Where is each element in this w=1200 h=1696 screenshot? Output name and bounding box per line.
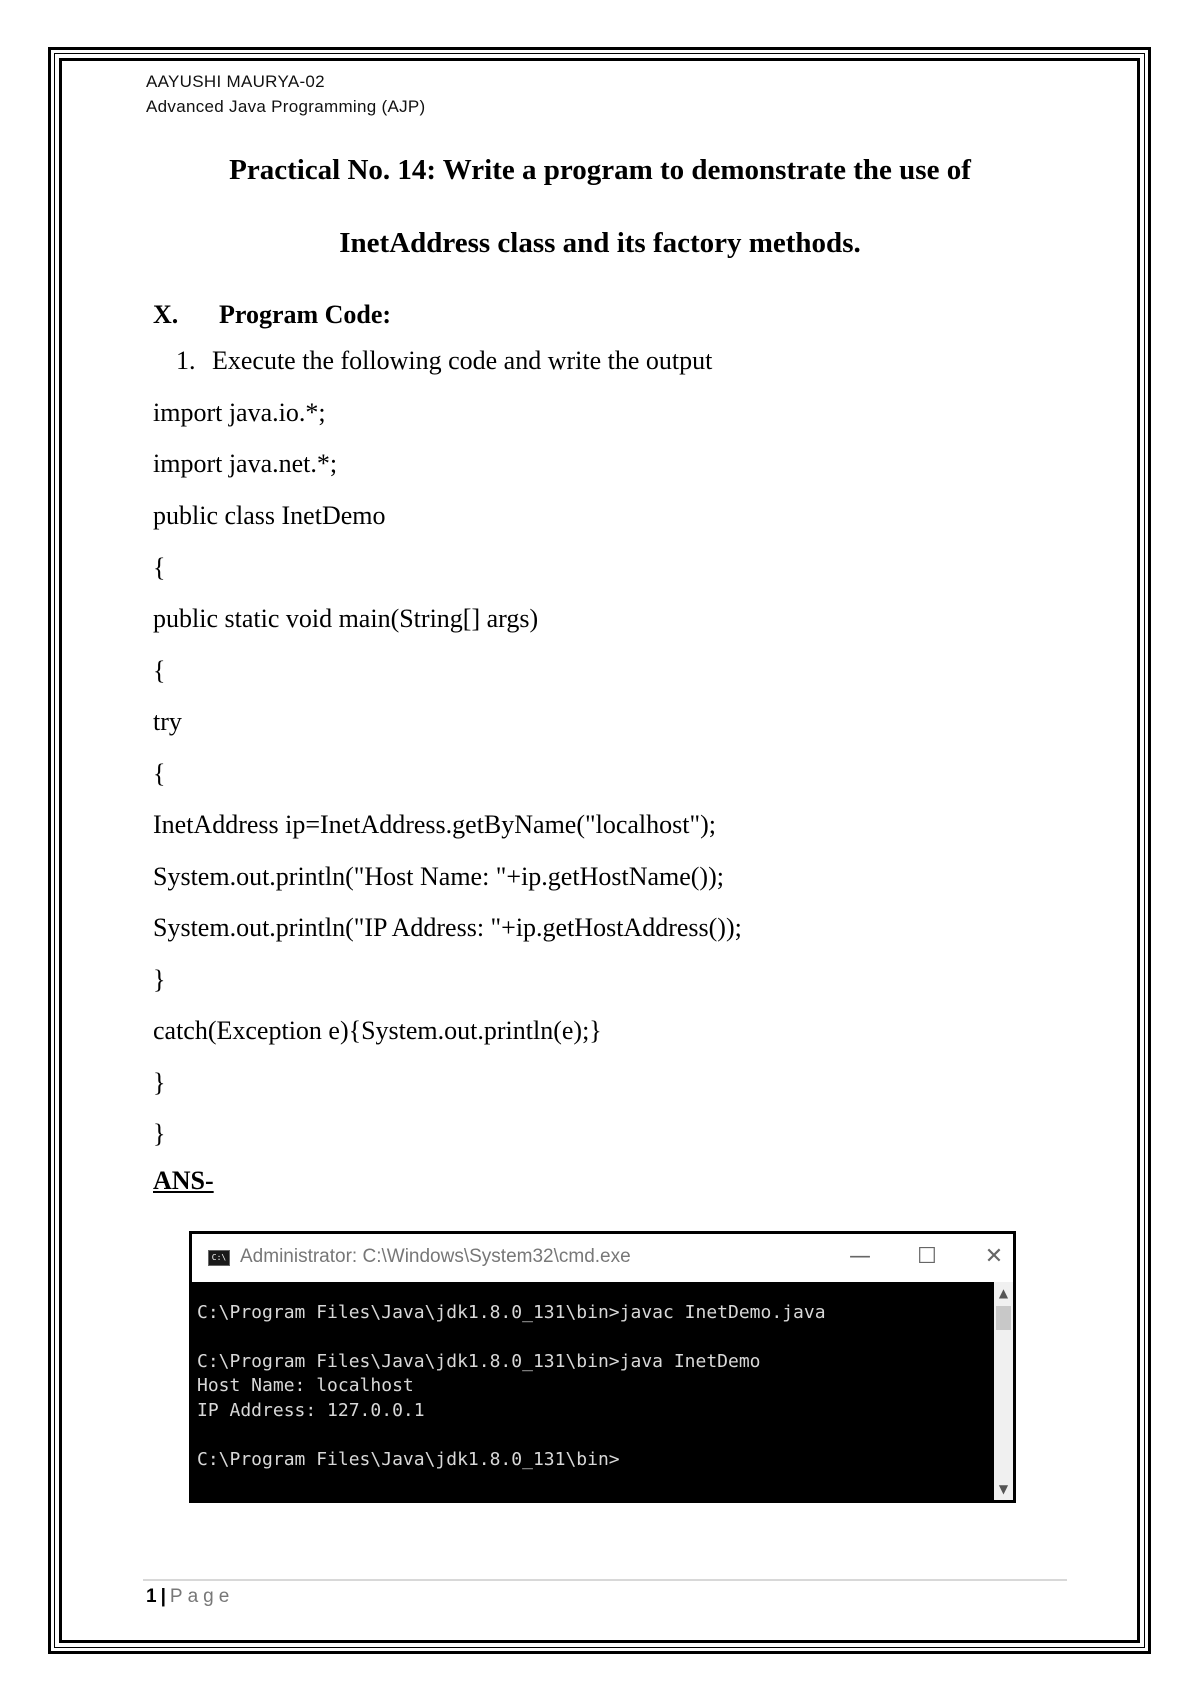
terminal-icon: C:\: [208, 1250, 230, 1266]
console-line: C:\Program Files\Java\jdk1.8.0_131\bin>java InetDemo: [197, 1351, 761, 1372]
instruction-number: 1.: [176, 346, 196, 375]
cmd-scrollbar: [994, 1282, 1013, 1500]
code-line: {: [153, 759, 166, 788]
scroll-down-icon: ▼: [998, 1482, 1009, 1496]
scroll-up-icon: ▲: [998, 1286, 1009, 1300]
code-line: System.out.println("Host Name: "+ip.getHostName());: [153, 862, 724, 891]
close-icon: ✕: [984, 1244, 1004, 1269]
code-line: {: [153, 656, 166, 685]
code-line: }: [153, 1119, 166, 1148]
section-heading: [153, 300, 391, 330]
footer-divider: [143, 1579, 1067, 1581]
instruction-item: [176, 346, 712, 376]
console-line: C:\Program Files\Java\jdk1.8.0_131\bin>: [197, 1449, 620, 1470]
answer-label: ANS-: [153, 1166, 214, 1195]
code-line: public static void main(String[] args): [153, 604, 539, 633]
code-line: System.out.println("IP Address: "+ip.getHostAddress());: [153, 913, 742, 942]
author-line: AAYUSHI MAURYA-02: [146, 72, 325, 91]
console-line: C:\Program Files\Java\jdk1.8.0_131\bin>javac InetDemo.java: [197, 1302, 826, 1323]
cmd-titlebar: [192, 1234, 1013, 1282]
cmd-window-title: Administrator: C:\Windows\System32\cmd.exe: [240, 1246, 631, 1267]
console-line: Host Name: localhost: [197, 1375, 414, 1396]
page-footer: [146, 1586, 234, 1608]
code-line: {: [153, 553, 166, 582]
subject-line: Advanced Java Programming (AJP): [146, 97, 426, 116]
code-line: InetAddress ip=InetAddress.getByName("localhost");: [153, 810, 716, 839]
code-line: import java.net.*;: [153, 449, 338, 478]
scroll-thumb: [996, 1306, 1011, 1330]
page-label: Page: [169, 1586, 235, 1607]
code-line: catch(Exception e){System.out.println(e);}: [153, 1016, 602, 1045]
page-title-line-2: InetAddress class and its factory methods.: [339, 227, 861, 259]
section-number: X.: [153, 300, 179, 329]
code-line: import java.io.*;: [153, 398, 326, 427]
minimize-icon: —: [849, 1244, 871, 1269]
cmd-window: [189, 1231, 1016, 1503]
section-heading-text: Program Code:: [219, 300, 392, 329]
page-number: 1: [146, 1586, 157, 1607]
console-line: IP Address: 127.0.0.1: [197, 1400, 425, 1421]
page-title-line-1: Practical No. 14: Write a program to demonstrate the use of: [229, 154, 971, 186]
code-line: }: [153, 1068, 166, 1097]
instruction-text: Execute the following code and write the output: [212, 346, 713, 375]
cmd-console: [192, 1282, 994, 1500]
code-line: }: [153, 965, 166, 994]
code-line: public class InetDemo: [153, 501, 386, 530]
maximize-icon: ☐: [917, 1244, 937, 1269]
code-line: try: [153, 707, 182, 736]
footer-separator: |: [160, 1586, 166, 1607]
